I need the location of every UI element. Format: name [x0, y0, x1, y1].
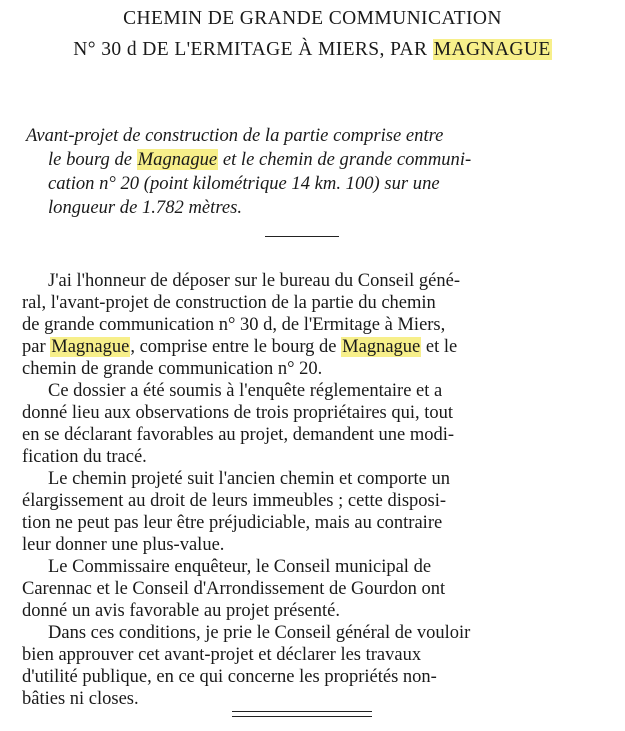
abstract-line-2-b: et le chemin de grande communi- — [222, 149, 472, 170]
p5-line-4: bâties ni closes. — [22, 689, 139, 709]
end-rule-top — [232, 711, 372, 712]
p3-line-1: Le chemin projeté suit l'ancien chemin et comporte un — [48, 469, 450, 489]
p5-line-2: bien approuver cet avant-projet et déclarer les travaux — [22, 645, 422, 665]
p2-line-1: Ce dossier a été soumis à l'enquête réglementaire et a — [48, 381, 443, 401]
heading-line-2 — [0, 39, 625, 61]
abstract-line-2-a: le bourg de — [48, 149, 132, 170]
p2-line-3: en se déclarant favorables au projet, demandent une modi- — [22, 425, 455, 445]
p3-line-4: leur donner une plus-value. — [22, 535, 225, 555]
abstract-line-4: longueur de 1.782 mètres. — [48, 197, 242, 218]
section-divider — [265, 236, 339, 237]
p2-line-4: fication du tracé. — [22, 447, 147, 467]
end-rule-bottom — [232, 716, 372, 717]
p4-line-1: Le Commissaire enquêteur, le Conseil municipal de — [48, 557, 432, 577]
p4-line-3: donné un avis favorable au projet présenté. — [22, 601, 340, 621]
heading-highlight-magnague: MAGNAGUE — [433, 39, 551, 60]
p1-line-3: de grande communication n° 30 d, de l'Ermitage à Miers, — [22, 315, 446, 335]
abstract-line-3: cation n° 20 (point kilométrique 14 km. 100) sur une — [48, 173, 440, 194]
body-text — [22, 270, 612, 710]
p1-line-4 — [22, 336, 612, 358]
p3-line-3: tion ne peut pas leur être préjudiciable, mais au contraire — [22, 513, 443, 533]
p2-line-2: donné lieu aux observations de trois propriétaires qui, tout — [22, 403, 454, 423]
p1-line-2: ral, l'avant-projet de construction de la partie du chemin — [22, 293, 436, 313]
heading-line-1: CHEMIN DE GRANDE COMMUNICATION — [123, 8, 502, 29]
body-highlight-magnague-1: Magnague — [51, 337, 130, 357]
p1-line-1: J'ai l'honneur de déposer sur le bureau du Conseil géné- — [48, 271, 461, 291]
abstract-line-1: Avant-projet de construction de la partie comprise entre — [26, 125, 444, 146]
p5-line-1: Dans ces conditions, je prie le Conseil général de vouloir — [48, 623, 471, 643]
p1-line-5: chemin de grande communication n° 20. — [22, 359, 323, 379]
abstract — [26, 124, 601, 220]
abstract-line-2 — [26, 148, 601, 172]
p1-line-4-c: et le — [425, 337, 458, 357]
p5-line-3: d'utilité publique, en ce qui concerne les propriétés non- — [22, 667, 437, 687]
p1-line-4-a: par — [22, 337, 46, 357]
body-highlight-magnague-2: Magnague — [342, 337, 421, 357]
p4-line-2: Carennac et le Conseil d'Arrondissement de Gourdon ont — [22, 579, 446, 599]
heading-line-2-text: N° 30 d DE L'ERMITAGE À MIERS, PAR — [73, 39, 428, 60]
p3-line-2: élargissement au droit de leurs immeubles ; cette disposi- — [22, 491, 447, 511]
p1-line-4-b: , comprise entre le bourg de — [130, 337, 337, 357]
abstract-highlight-magnague: Magnague — [137, 149, 218, 170]
